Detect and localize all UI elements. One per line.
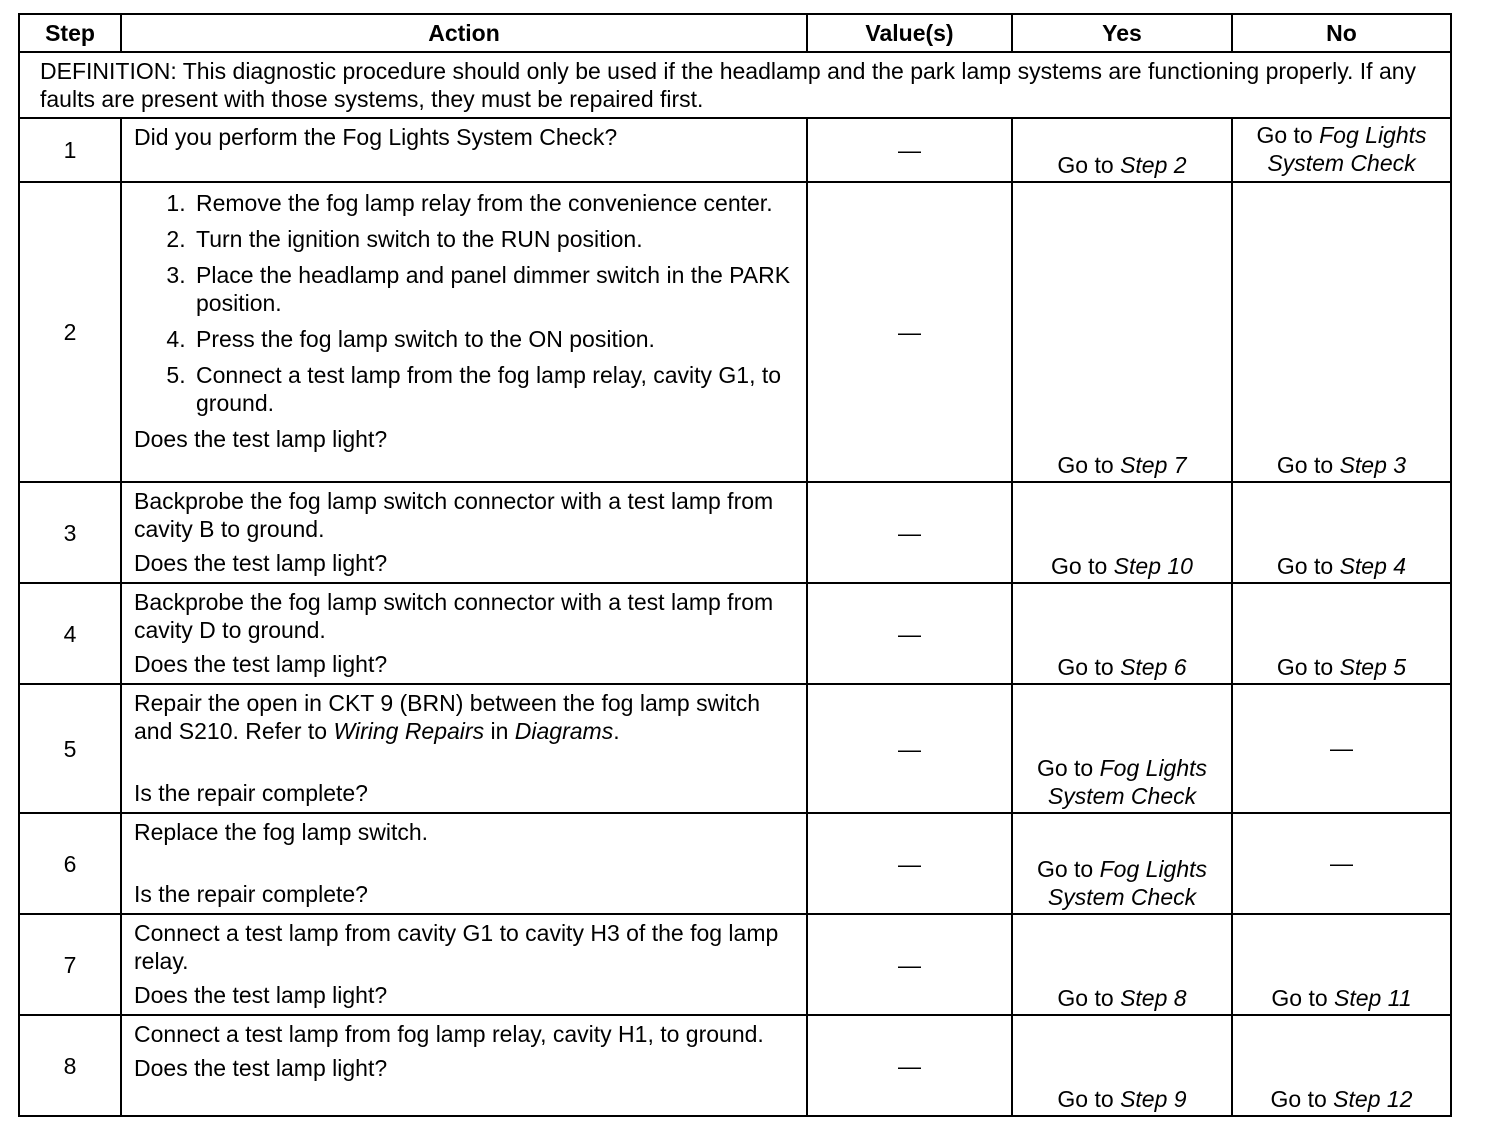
no-ref-link: Step 3 [1339, 452, 1407, 478]
no-cell [1232, 182, 1451, 482]
table-row [19, 684, 1451, 813]
yes-ref-link: Fog Lights System Check [1047, 755, 1208, 809]
action-cell [121, 482, 807, 583]
question-text: Does the test lamp light? [134, 1055, 388, 1081]
header-yes: Yes [1012, 14, 1232, 52]
value-cell: — [807, 1015, 1012, 1116]
step-number: 2 [19, 182, 121, 482]
action-text: Replace the fog lamp switch. [134, 819, 429, 845]
yes-prefix: Go to [1036, 856, 1100, 882]
action-text: Backprobe the fog lamp switch connector with a test lamp from cavity D to ground. [134, 589, 774, 643]
value-cell: — [807, 583, 1012, 684]
no-cell [1232, 914, 1451, 1015]
yes-ref-link: Step 6 [1120, 654, 1187, 680]
diagrams-ref: Diagrams [514, 718, 614, 744]
question-text: Is the repair complete? [134, 881, 368, 907]
yes-prefix: Go to [1051, 553, 1114, 579]
value-cell: — [807, 118, 1012, 182]
no-ref-link: Step 12 [1333, 1086, 1413, 1112]
no-cell [1232, 1015, 1451, 1116]
value-cell: — [807, 914, 1012, 1015]
wiring-repairs-ref: Wiring Repairs [333, 718, 485, 744]
action-cell [121, 813, 807, 914]
table-row [19, 182, 1451, 482]
table-row [19, 482, 1451, 583]
action-text: Connect a test lamp from cavity G1 to cavity H3 of the fog lamp relay. [134, 920, 779, 974]
substep-item: 4. Press the fog lamp switch to the ON position. [192, 325, 796, 353]
value-cell: — [807, 684, 1012, 813]
header-action: Action [121, 14, 807, 52]
definition-row [19, 52, 1451, 118]
diagnostic-table [18, 13, 1452, 1117]
table-row [19, 813, 1451, 914]
table-row [19, 914, 1451, 1015]
no-ref-link: Step 4 [1339, 553, 1407, 579]
yes-cell [1012, 182, 1232, 482]
yes-ref-link: Step 10 [1113, 553, 1193, 579]
no-prefix: Go to [1276, 553, 1340, 579]
step-number: 8 [19, 1015, 121, 1116]
action-text: Connect a test lamp from fog lamp relay, cavity H1, to ground. [134, 1021, 764, 1047]
yes-cell [1012, 914, 1232, 1015]
action-cell [121, 583, 807, 684]
no-prefix: Go to [1270, 1086, 1334, 1112]
yes-ref-link: Step 2 [1120, 152, 1187, 178]
substep-item: 3. Place the headlamp and panel dimmer switch in the PARK position. [192, 261, 796, 317]
value-cell: — [807, 813, 1012, 914]
step-number: 3 [19, 482, 121, 583]
action-cell [121, 1015, 807, 1116]
action-text-mid: in [484, 718, 515, 744]
header-values: Value(s) [807, 14, 1012, 52]
definition-text: DEFINITION: This diagnostic procedure should only be used if the headlamp and the park lamp systems are functioning properly. If any faults are present with those systems, they must be repaired first. [19, 52, 1451, 118]
no-prefix: Go to [1276, 452, 1340, 478]
step-number: 7 [19, 914, 121, 1015]
step-number: 1 [19, 118, 121, 182]
substep-item: 5. Connect a test lamp from the fog lamp relay, cavity G1, to ground. [192, 361, 796, 417]
no-cell [1232, 583, 1451, 684]
yes-ref-link: Step 7 [1120, 452, 1187, 478]
yes-prefix: Go to [1057, 654, 1121, 680]
yes-prefix: Go to [1057, 1086, 1121, 1112]
value-cell: — [807, 482, 1012, 583]
value-cell: — [807, 182, 1012, 482]
step-number: 4 [19, 583, 121, 684]
no-ref-link: Step 11 [1334, 985, 1412, 1011]
question-text: Does the test lamp light? [134, 982, 388, 1008]
step-number: 6 [19, 813, 121, 914]
yes-ref-link: Step 9 [1120, 1086, 1187, 1112]
header-no: No [1232, 14, 1451, 52]
substep-item: 1. Remove the fog lamp relay from the convenience center. [192, 189, 796, 217]
table-row [19, 583, 1451, 684]
question-text: Does the test lamp light? [134, 426, 388, 452]
yes-prefix: Go to [1057, 452, 1121, 478]
action-text: Repair the open in CKT 9 (BRN) between the fog lamp switch and S210. Refer to [134, 690, 760, 744]
yes-prefix: Go to [1057, 152, 1121, 178]
action-cell [121, 684, 807, 813]
no-cell: — [1232, 684, 1451, 813]
header-step: Step [19, 14, 121, 52]
yes-prefix: Go to [1036, 755, 1100, 781]
action-text-end: . [613, 718, 620, 744]
yes-ref-link: Step 8 [1120, 985, 1187, 1011]
no-prefix: Go to [1256, 122, 1320, 148]
action-cell [121, 118, 807, 182]
no-cell: — [1232, 813, 1451, 914]
yes-cell [1012, 118, 1232, 182]
table-row [19, 118, 1451, 182]
action-cell [121, 182, 807, 482]
question-text: Is the repair complete? [134, 780, 368, 806]
yes-cell [1012, 583, 1232, 684]
substep-item: 2. Turn the ignition switch to the RUN position. [192, 225, 796, 253]
no-ref-link: Fog Lights System Check [1267, 122, 1427, 176]
no-cell [1232, 118, 1451, 182]
action-text: Did you perform the Fog Lights System Check? [134, 124, 618, 150]
yes-prefix: Go to [1057, 985, 1121, 1011]
question-text: Does the test lamp light? [134, 651, 388, 677]
yes-cell [1012, 813, 1232, 914]
no-cell [1232, 482, 1451, 583]
yes-cell [1012, 482, 1232, 583]
no-ref-link: Step 5 [1339, 654, 1407, 680]
header-row [19, 14, 1451, 52]
yes-cell [1012, 1015, 1232, 1116]
action-text: Backprobe the fog lamp switch connector with a test lamp from cavity B to ground. [134, 488, 774, 542]
action-cell [121, 914, 807, 1015]
table-row [19, 1015, 1451, 1116]
step-number: 5 [19, 684, 121, 813]
no-prefix: Go to [1276, 654, 1340, 680]
yes-cell [1012, 684, 1232, 813]
substep-list [134, 189, 796, 417]
no-prefix: Go to [1271, 985, 1335, 1011]
yes-ref-link: Fog Lights System Check [1047, 856, 1208, 910]
question-text: Does the test lamp light? [134, 550, 388, 576]
